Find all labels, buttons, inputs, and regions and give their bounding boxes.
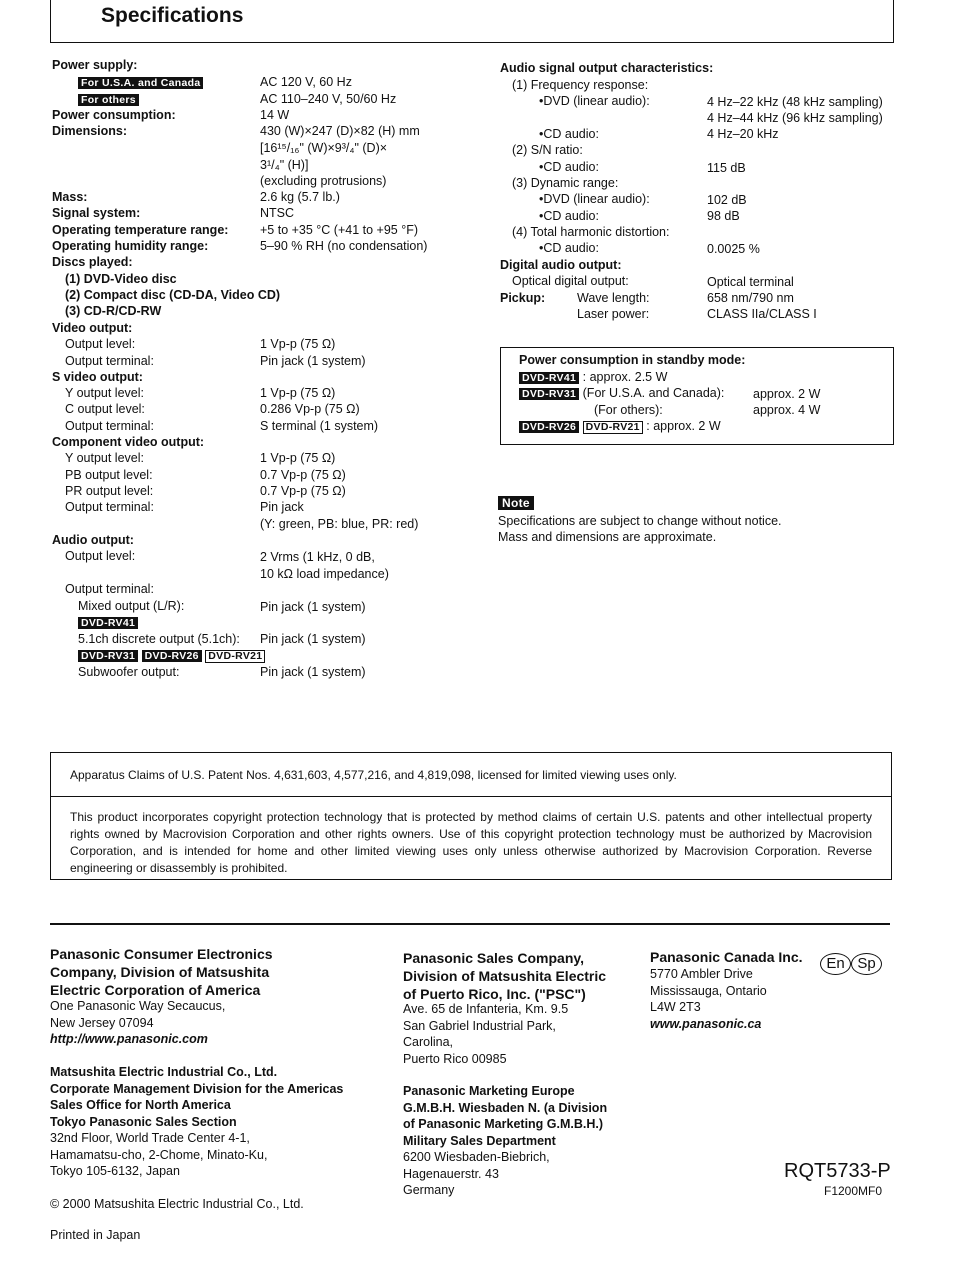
standby-others-value: approx. 4 W (753, 403, 821, 417)
col2-heading (403, 949, 606, 1003)
language-marks (820, 953, 882, 975)
col1-heading (50, 945, 273, 999)
value-sn: 115 dB (707, 161, 746, 175)
model-code: RQT5733-P (784, 1160, 891, 1182)
note-badge: Note (498, 496, 534, 510)
col2-heading2-line: of Panasonic Marketing G.M.B.H.) (403, 1117, 604, 1132)
note-line-2: Mass and dimensions are approximate. (498, 530, 717, 544)
standby-badge-rv31: DVD-RV31 (519, 388, 579, 400)
label-pickup: Pickup: (500, 291, 546, 305)
copyright: © 2000 Matsushita Electric Industrial Co., Ltd. (50, 1197, 304, 1211)
label-subwoofer: Subwoofer output: (78, 665, 180, 679)
standby-usa-value: approx. 2 W (753, 387, 821, 401)
col1-heading-line: Panasonic Consumer Electronics (50, 946, 273, 962)
value-dyn-1: 102 dB (707, 193, 747, 207)
value-dyn-2: 98 dB (707, 209, 740, 223)
label-thd: (4) Total harmonic distortion: (512, 225, 670, 239)
col1-address (50, 998, 225, 1048)
label-wave: Wave length: (577, 291, 650, 305)
label-c-terminal: Output terminal: (65, 500, 154, 514)
page-title: Specifications (101, 4, 244, 27)
value-mass: 2.6 kg (5.7 lb.) (260, 190, 340, 204)
label-cd-audio-1: •CD audio: (539, 127, 599, 141)
footer-rule (50, 923, 890, 925)
label-mass: Mass: (52, 190, 88, 204)
label-audio-terminal: Output terminal: (65, 582, 154, 596)
label-power-consumption: Power consumption: (52, 108, 176, 122)
value-s-terminal: S terminal (1 system) (260, 419, 379, 433)
label-c-y-level: Y output level: (65, 451, 144, 465)
label-op-temp: Operating temperature range: (52, 223, 229, 237)
standby-badge-rv21: DVD-RV21 (583, 421, 643, 434)
value-s-y-level: 1 Vp-p (75 Ω) (260, 386, 336, 400)
print-code: F1200MF0 (824, 1184, 883, 1198)
col2-heading-line: of Puerto Rico, Inc. ("PSC") (403, 986, 586, 1002)
value-video-level: 1 Vp-p (75 Ω) (260, 337, 336, 351)
label-mixed-output: Mixed output (L/R): (78, 599, 185, 613)
col2-address (403, 1001, 568, 1067)
col1-address-2 (50, 1130, 267, 1180)
badge-rv21: DVD-RV21 (205, 650, 265, 663)
label-audio-output: Audio output: (52, 533, 134, 547)
label-optical: Optical digital output: (512, 274, 629, 288)
value-audio-level-1: 2 Vrms (1 kHz, 0 dB, (260, 550, 375, 564)
value-s-c-level: 0.286 Vp-p (75 Ω) (260, 402, 360, 416)
col3-url[interactable]: www.panasonic.ca (650, 1016, 762, 1031)
printed-in: Printed in Japan (50, 1228, 141, 1242)
col1-address2-line: 32nd Floor, World Trade Center 4-1, (50, 1131, 250, 1145)
col2-heading2-line: G.M.B.H. Wiesbaden N. (a Division (403, 1100, 608, 1115)
label-pb-level: PB output level: (65, 468, 153, 482)
value-power-others: AC 110–240 V, 50/60 Hz (260, 92, 397, 106)
col3-address-line: Mississauga, Ontario (650, 983, 767, 998)
label-video-output: Video output: (52, 321, 133, 335)
value-power-consumption: 14 W (260, 108, 290, 122)
col1-address-line: One Panasonic Way Secaucus, (50, 999, 226, 1013)
label-dvd-linear: •DVD (linear audio): (539, 94, 650, 108)
value-freq-1: 4 Hz–22 kHz (48 kHz sampling) (707, 95, 883, 109)
standby-usa-label: (For U.S.A. and Canada): (582, 386, 725, 400)
col2-heading2-line: Military Sales Department (403, 1133, 556, 1148)
value-pb-level: 0.7 Vp-p (75 Ω) (260, 468, 346, 482)
standby-rv41-value: : approx. 2.5 W (582, 370, 668, 384)
col2-address-line: Carolina, (403, 1035, 454, 1050)
value-c-terminal-2: (Y: green, PB: blue, PR: red) (260, 517, 419, 531)
standby-others-label: (For others): (594, 403, 663, 417)
label-s-terminal: Output terminal: (65, 419, 154, 433)
patent-text: Apparatus Claims of U.S. Patent Nos. 4,631,603, 4,577,216, and 4,819,098, licensed for limited viewing uses only. (70, 768, 677, 782)
col1-heading-2 (50, 1064, 343, 1130)
label-audio-level: Output level: (65, 549, 136, 563)
label-dynamic: (3) Dynamic range: (512, 176, 619, 190)
value-thd: 0.0025 % (707, 242, 760, 256)
value-signal: NTSC (260, 206, 295, 220)
value-c-y-level: 1 Vp-p (75 Ω) (260, 451, 336, 465)
standby-badge-rv41: DVD-RV41 (519, 372, 579, 384)
value-laser: CLASS IIa/CLASS I (707, 307, 817, 321)
col1-url[interactable]: http://www.panasonic.com (50, 1032, 208, 1047)
label-pr-level: PR output level: (65, 484, 154, 498)
label-video-terminal: Output terminal: (65, 354, 154, 368)
col3-address (650, 966, 767, 1032)
label-freq: (1) Frequency response: (512, 78, 649, 92)
standby-title: Power consumption in standby mode: (519, 353, 746, 367)
label-op-hum: Operating humidity range: (52, 239, 209, 253)
col3-address-line: L4W 2T3 (650, 1000, 701, 1015)
macrovision-text: This product incorporates copyright protection technology that is protected by method claims of certain U.S. patents and other intellectual property rights owned by Macrovision Corporation and other rights owners. Use of this copyright protection technology must be authorized by Macrovision Corporation, and is intended for home and other limited viewing uses only unless otherwise authorized by Macrovision Corporation. Reverse engineering or disassembly is prohibited. (70, 810, 872, 875)
badge-rv26: DVD-RV26 (142, 650, 202, 662)
value-mixed-output: Pin jack (1 system) (260, 600, 366, 614)
col2-heading2-line: Panasonic Marketing Europe (403, 1084, 575, 1098)
value-freq-2: 4 Hz–44 kHz (96 kHz sampling) (707, 111, 883, 125)
value-op-temp: +5 to +35 °C (+41 to +95 °F) (260, 223, 419, 237)
col2-address2-line: Hagenauerstr. 43 (403, 1166, 499, 1181)
label-svideo: S video output: (52, 370, 143, 384)
value-dim-4: (excluding protrusions) (260, 174, 387, 188)
label-component: Component video output: (52, 435, 205, 449)
label-digital: Digital audio output: (500, 258, 622, 272)
col2-heading-2 (403, 1083, 607, 1149)
value-audio-level-2: 10 kΩ load impedance) (260, 567, 389, 581)
value-c-terminal-1: Pin jack (260, 500, 304, 514)
label-cd-audio-3: •CD audio: (539, 209, 599, 223)
col1-heading2-line: Sales Office for North America (50, 1098, 231, 1113)
value-video-terminal: Pin jack (1 system) (260, 354, 366, 368)
label-power-supply: Power supply: (52, 58, 138, 72)
value-dim-3: 3¹/₄" (H)] (260, 158, 309, 172)
col1-heading-line: Electric Corporation of America (50, 982, 261, 998)
label-cd-audio-2: •CD audio: (539, 160, 599, 174)
label-laser: Laser power: (577, 307, 650, 321)
label-signal: Signal system: (52, 206, 141, 220)
disc-1: (1) DVD-Video disc (65, 272, 177, 286)
disc-3: (3) CD-R/CD-RW (65, 304, 162, 318)
col2-heading-line: Division of Matsushita Electric (403, 968, 607, 984)
value-dim-2: [16¹⁵/₁₆" (W)×9³/₄" (D)× (260, 141, 388, 155)
value-op-hum: 5–90 % RH (no condensation) (260, 239, 428, 253)
col2-address-line: San Gabriel Industrial Park, (403, 1018, 556, 1033)
badge-others: For others (78, 94, 139, 106)
label-dimensions: Dimensions: (52, 124, 128, 138)
value-discrete: Pin jack (1 system) (260, 632, 366, 646)
label-sn: (2) S/N ratio: (512, 143, 583, 157)
value-power-usa: AC 120 V, 60 Hz (260, 75, 352, 89)
value-optical: Optical terminal (707, 275, 794, 289)
legal-divider (50, 796, 892, 797)
label-discrete: 5.1ch discrete output (5.1ch): (78, 632, 240, 646)
value-dim-1: 430 (W)×247 (D)×82 (H) mm (260, 124, 420, 138)
value-pr-level: 0.7 Vp-p (75 Ω) (260, 484, 346, 498)
lang-en-mark: En (820, 953, 851, 975)
col1-address2-line: Hamamatsu-cho, 2-Chome, Minato-Ku, (50, 1147, 268, 1162)
label-s-c-level: C output level: (65, 402, 145, 416)
label-audio-char: Audio signal output characteristics: (500, 61, 714, 75)
col2-address-line: Puerto Rico 00985 (403, 1051, 507, 1066)
col1-heading2-line: Tokyo Panasonic Sales Section (50, 1114, 237, 1129)
col3-address-line: 5770 Ambler Drive (650, 967, 753, 981)
lang-sp-mark: Sp (851, 953, 882, 975)
col1-heading-line: Company, Division of Matsushita (50, 964, 270, 980)
col2-address2-line: Germany (403, 1183, 455, 1198)
label-video-level: Output level: (65, 337, 136, 351)
value-subwoofer: Pin jack (1 system) (260, 665, 366, 679)
disc-2: (2) Compact disc (CD-DA, Video CD) (65, 288, 281, 302)
col2-address-line: Ave. 65 de Infanteria, Km. 9.5 (403, 1002, 569, 1016)
col2-address-2 (403, 1149, 550, 1199)
value-wave: 658 nm/790 nm (707, 291, 794, 305)
col2-heading-line: Panasonic Sales Company, (403, 950, 585, 966)
col1-heading2-line: Matsushita Electric Industrial Co., Ltd. (50, 1065, 278, 1079)
col1-address-line: New Jersey 07094 (50, 1015, 154, 1030)
label-cd-audio-4: •CD audio: (539, 241, 599, 255)
col1-address2-line: Tokyo 105-6132, Japan (50, 1164, 180, 1179)
badge-rv41: DVD-RV41 (78, 617, 138, 629)
col2-address2-line: 6200 Wiesbaden-Biebrich, (403, 1150, 550, 1164)
badge-usa-canada: For U.S.A. and Canada (78, 77, 203, 89)
standby-badge-rv26: DVD-RV26 (519, 421, 579, 433)
label-discs: Discs played: (52, 255, 133, 269)
col1-heading2-line: Corporate Management Division for the Americas (50, 1081, 344, 1096)
value-freq-3: 4 Hz–20 kHz (707, 127, 779, 141)
label-s-y-level: Y output level: (65, 386, 144, 400)
standby-rv26-value: : approx. 2 W (646, 419, 721, 433)
badge-rv31: DVD-RV31 (78, 650, 138, 662)
note-line-1: Specifications are subject to change without notice. (498, 514, 782, 528)
col3-heading: Panasonic Canada Inc. (650, 949, 803, 965)
label-dvd-linear-2: •DVD (linear audio): (539, 192, 650, 206)
